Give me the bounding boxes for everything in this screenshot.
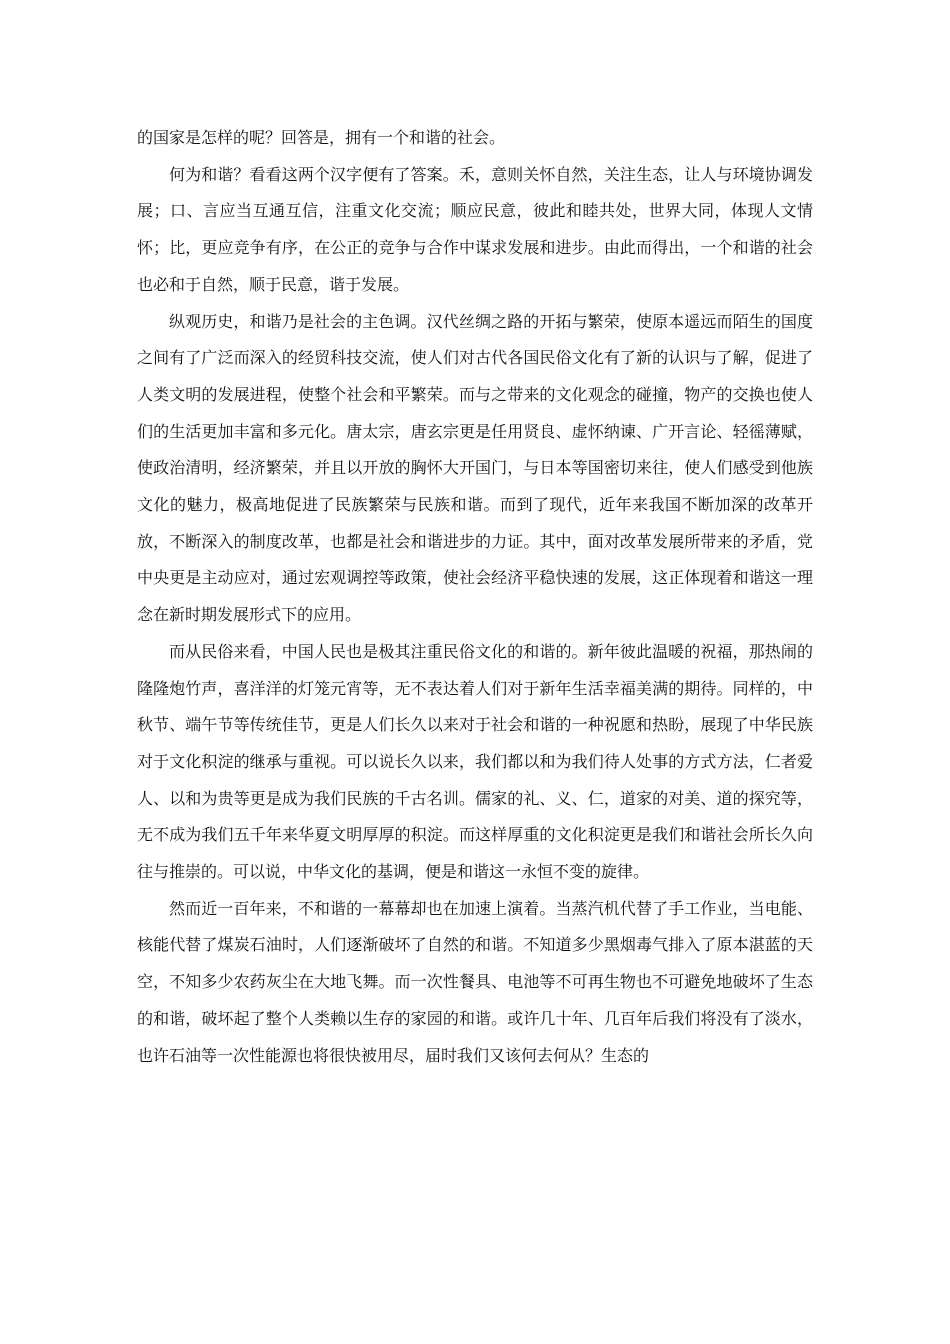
paragraph-5: 然而近一百年来，不和谐的一幕幕却也在加速上演着。当蒸汽机代替了手工作业，当电能、核能代替了煤炭石油时，人们逐渐破坏了自然的和谐。不知道多少黑烟毒气排入了原本湛蓝的天空，不知多少农药灰尘在大地飞舞。而一次性餐具、电池等不可再生物也不可避免地破坏了生态的和谐，破坏起了整个人类赖以生存的家园的和谐。或许几十年、几百年后我们将没有了淡水，也许石油等一次性能源也将很快被用尽，届时我们又该何去何从？生态的: [137, 898, 813, 1065]
paragraph-1: 的国家是怎样的呢？回答是，拥有一个和谐的社会。: [137, 128, 506, 147]
paragraph-2: 何为和谐？看看这两个汉字便有了答案。禾，意则关怀自然，关注生态，让人与环境协调发展；口、言应当互通互信，注重文化交流；顺应民意，彼此和睦共处，世界大同，体现人文情怀；比，更应竞争有序，在公正的竞争与合作中谋求发展和进步。由此而得出，一个和谐的社会也必和于自然，顺于民意，谐于发展。: [137, 164, 813, 294]
paragraph-3: 纵观历史，和谐乃是社会的主色调。汉代丝绸之路的开拓与繁荣，使原本遥远而陌生的国度之间有了广泛而深入的经贸科技交流，使人们对古代各国民俗文化有了新的认识与了解，促进了人类文明的发展进程，使整个社会和平繁荣。而与之带来的文化观念的碰撞，物产的交换也使人们的生活更加丰富和多元化。唐太宗，唐玄宗更是任用贤良、虚怀纳谏、广开言论、轻徭薄赋，使政治清明，经济繁荣，并且以开放的胸怀大开国门，与日本等国密切来往，使人们感受到他族文化的魅力，极高地促进了民族繁荣与民族和谐。而到了现代，近年来我国不断加深的改革开放，不断深入的制度改革，也都是社会和谐进步的力证。其中，面对改革发展所带来的矛盾，党中央更是主动应对，通过宏观调控等政策，使社会经济平稳快速的发展，这正体现着和谐这一理念在新时期发展形式下的应用。: [137, 311, 813, 625]
document-body: [137, 120, 813, 1074]
paragraph-4: 而从民俗来看，中国人民也是极其注重民俗文化的和谐的。新年彼此温暖的祝福，那热闹的隆隆炮竹声，喜洋洋的灯笼元宵等，无不表达着人们对于新年生活幸福美满的期待。同样的，中秋节、端午节等传统佳节，更是人们长久以来对于社会和谐的一种祝愿和热盼，展现了中华民族对于文化积淀的继承与重视。可以说长久以来，我们都以和为我们待人处事的方式方法，仁者爱人、以和为贵等更是成为我们民族的千古名训。儒家的礼、义、仁，道家的对美、道的探究等，无不成为我们五千年来华夏文明厚厚的积淀。而这样厚重的文化积淀更是我们和谐社会所长久向往与推崇的。可以说，中华文化的基调，便是和谐这一永恒不变的旋律。: [137, 641, 813, 882]
